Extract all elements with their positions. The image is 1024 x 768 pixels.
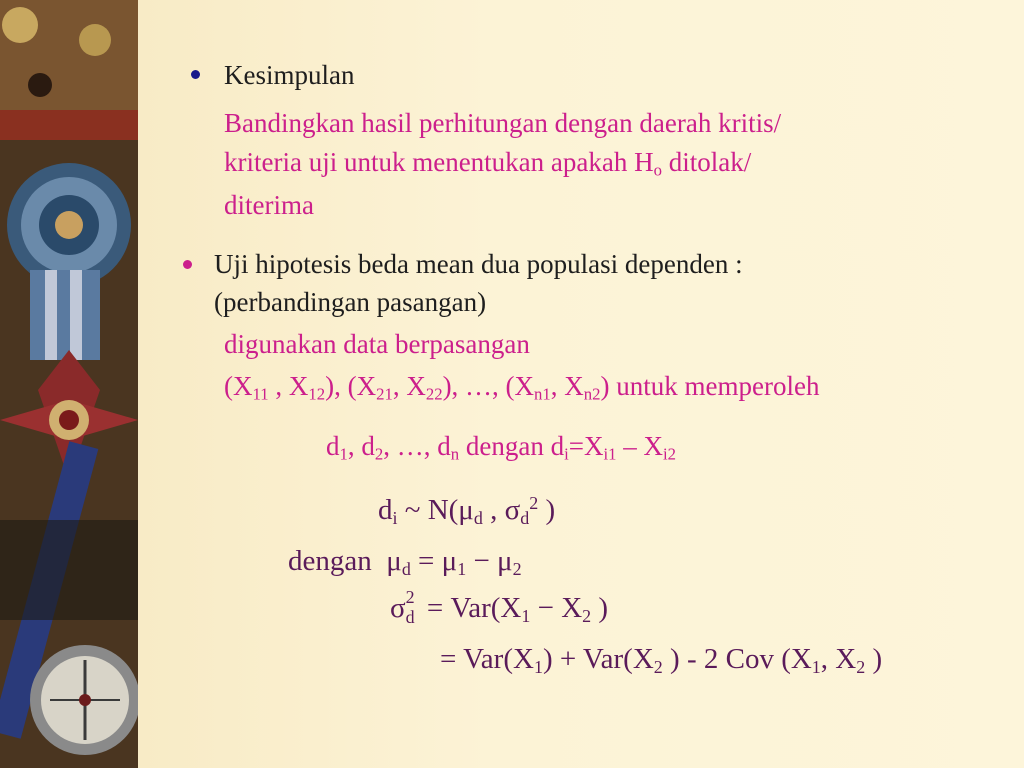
medal-compass-illustration — [0, 0, 138, 768]
text-segment: ), …, (X — [442, 371, 535, 401]
formula-distribution — [378, 494, 555, 527]
text-segment: ditolak/ — [662, 147, 752, 177]
subscript: n — [450, 444, 460, 464]
text-segment: = Var(X — [419, 592, 522, 624]
text-segment: ) untuk memperoleh — [600, 371, 820, 401]
formula-variance-expansion — [440, 645, 882, 676]
subscript: 1 — [521, 606, 531, 627]
text-segment: , X — [392, 371, 426, 401]
subscript: i1 — [603, 444, 617, 464]
bullet-dot — [183, 260, 192, 269]
bullet-dot — [191, 70, 200, 79]
subscript: 22 — [425, 384, 443, 404]
subscript: o — [653, 160, 662, 180]
section1-heading: Kesimpulan — [224, 60, 355, 90]
formula-mean — [288, 547, 522, 578]
subscript: d — [473, 507, 483, 528]
section1-body-line2 — [224, 149, 751, 179]
text-segment: = Var(X — [440, 643, 534, 675]
subscript: 2 — [374, 444, 384, 464]
text-segment: ) — [591, 592, 609, 624]
section2-d-line — [326, 433, 676, 463]
text-segment: d — [378, 493, 393, 526]
text-segment: kriteria uji untuk menentukan apakah H — [224, 147, 654, 177]
subscript: n2 — [583, 384, 601, 404]
subscript: 1 — [339, 444, 348, 464]
section2-pairs-line — [224, 373, 819, 403]
section1-body-line3: diterima — [224, 190, 314, 220]
subscript: 1 — [811, 657, 821, 678]
text-segment: σ — [390, 592, 406, 624]
text-segment: = μ — [410, 545, 458, 577]
formula-variance — [390, 587, 609, 627]
text-segment: ~ N(μ — [397, 493, 474, 526]
section1-body-line1: Bandingkan hasil perhitungan dengan daerah kritis/ — [224, 108, 782, 138]
text-segment: ), (X — [325, 371, 377, 401]
subscript: d — [401, 559, 411, 580]
superscript: 2 — [529, 493, 539, 513]
text-segment: , d — [347, 431, 375, 461]
text-segment: ) - 2 Cov (X — [662, 643, 812, 675]
text-segment: , X — [550, 371, 584, 401]
text-segment: − μ — [466, 545, 513, 577]
subscript: 2 — [512, 559, 522, 580]
text-segment: ) + Var(X — [542, 643, 654, 675]
text-segment: − X — [530, 592, 583, 624]
text-segment: dengan d — [459, 431, 565, 461]
text-segment: dengan — [288, 545, 372, 577]
subscript: 2 — [856, 657, 866, 678]
subscript: i2 — [663, 444, 677, 464]
decorative-photo-strip — [0, 0, 138, 768]
text-segment: μ — [386, 545, 402, 577]
text-segment: d — [326, 431, 340, 461]
text-segment: =X — [568, 431, 604, 461]
subscript: i — [564, 444, 569, 464]
text-segment: , X — [820, 643, 857, 675]
text-segment: ) — [538, 493, 556, 526]
text-segment: , …, d — [383, 431, 451, 461]
section2-body-line1: digunakan data berpasangan — [224, 329, 530, 359]
subscript: 2 — [653, 657, 663, 678]
subscript: 11 — [252, 384, 269, 404]
text-segment: , X — [268, 371, 309, 401]
text-segment: ) — [865, 643, 883, 675]
section2-heading-line2: (perbandingan pasangan) — [214, 287, 487, 317]
subscript: d — [405, 607, 415, 627]
subscript: 2 — [582, 606, 592, 627]
subscript: d — [520, 507, 530, 528]
text-segment: (X — [224, 371, 253, 401]
subscript: i — [392, 507, 398, 528]
subscript: 1 — [457, 559, 467, 580]
subscript: 1 — [533, 657, 543, 678]
subscript: n1 — [534, 384, 551, 404]
subscript: 21 — [376, 384, 393, 404]
subscript: 12 — [308, 384, 326, 404]
text-segment: – X — [616, 431, 664, 461]
section2-heading-line1: Uji hipotesis beda mean dua populasi dependen : — [214, 249, 743, 279]
text-segment: , σ — [482, 493, 521, 526]
superscript: 2 — [405, 587, 415, 607]
